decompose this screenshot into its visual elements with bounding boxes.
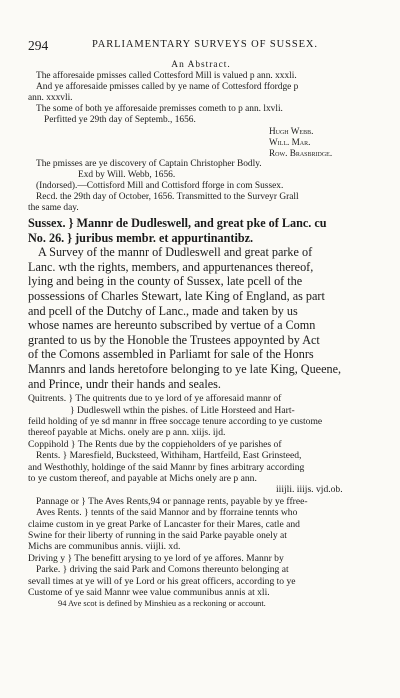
signature: Will. Mar. bbox=[269, 137, 311, 147]
page-body bbox=[28, 60, 374, 609]
text-line: ann. xxxvli. bbox=[28, 93, 73, 103]
text-line: and Prince, undr their hands and seales. bbox=[28, 376, 221, 391]
text-line: claime custom in ye great Parke of Lancaster for their Mares, catle and bbox=[28, 518, 300, 530]
text-line: And ye afforesaide pmisses called by ye name of Cottesford ffordge p bbox=[36, 82, 299, 92]
text-line: to ye custom thereof, and payable at Michs onely are p ann. bbox=[28, 472, 257, 484]
heading-line: Sussex. } Mannr de Dudleswell, and great pke of Lanc. cu bbox=[28, 216, 327, 230]
text-line: (Indorsed).—Cottisford Mill and Cottisford fforge in com Sussex. bbox=[36, 181, 284, 191]
text-line: Driving y } The benefitt arysing to ye lord of ye affores. Mannr by bbox=[28, 552, 284, 564]
heading-line: No. 26. } juribus membr. et appurtinantibz. bbox=[28, 230, 254, 245]
text-line: Exd by Will. Webb, 1656. bbox=[78, 170, 176, 180]
text-line: Custome of ye said Mannr wee value communibus annis at xli. bbox=[28, 587, 270, 599]
text-line: iiijli. iiijs. vjd.ob. bbox=[276, 484, 343, 496]
page-header bbox=[28, 38, 374, 54]
text-line: the same day. bbox=[28, 203, 79, 213]
text-line: Aves Rents. } tennts of the said Mannor and by fforraine tennts who bbox=[36, 507, 298, 519]
running-title: PARLIAMENTARY SURVEYS OF SUSSEX. bbox=[92, 39, 318, 50]
footnote: 94 Ave scot is defined by Minshieu as a reckoning or account. bbox=[58, 599, 266, 609]
page-number: 294 bbox=[28, 38, 49, 53]
text-line: Swine for their liberty of running in the said Parke payable onely at bbox=[28, 530, 287, 541]
text-line: The some of both ye afforesaide premisses cometh to p ann. lxvli. bbox=[36, 104, 283, 114]
text-line: and Westhothly, holdinge of the said Mannr by fines arbitrary according bbox=[28, 461, 305, 473]
text-line: possessions of Charles Stewart, late King of England, as part bbox=[28, 288, 325, 303]
text-line: The afforesaide pmisses called Cottesford Mill is valued p ann. xxxli. bbox=[36, 71, 297, 81]
section-heading: An Abstract. bbox=[171, 60, 231, 70]
text-line: Quitrents. } The quitrents due to ye lord of ye afforesaid mannr of bbox=[28, 393, 282, 405]
text-line: Pannage or } The Aves Rents,94 or pannage rents, payable by ye ffree- bbox=[36, 495, 308, 507]
signature: Row. Brasbridge. bbox=[269, 148, 333, 158]
text-line: lying and being in the county of Sussex, late pcell of the bbox=[28, 274, 303, 289]
signature: Hugh Webb. bbox=[269, 126, 314, 136]
text-line: and pcell of the Dutchy of Lanc., made and taken by us bbox=[28, 303, 298, 318]
text-line: thereof payable at Michs. onely are p ann. xiijs. ijd. bbox=[28, 427, 226, 439]
text-line: The pmisses are ye discovery of Captain Christopher Bodly. bbox=[36, 159, 262, 169]
text-line: Michs are communibus annis. viijli. xd. bbox=[28, 541, 181, 553]
text-line: Recd. the 29th day of October, 1656. Transmitted to the Surveyr Grall bbox=[36, 192, 299, 202]
text-line: Perfitted ye 29th day of Septemb., 1656. bbox=[44, 115, 196, 125]
text-line: granted to us by the Honoble the Trustees appoynted by Act bbox=[28, 332, 320, 347]
text-line: feild holding of ye sd mannr in ffree soccage tenure according to ye custome bbox=[28, 415, 323, 427]
text-line: whose names are hereunto subscribed by vertue of a Comn bbox=[28, 318, 316, 333]
text-line: Lanc. wth the rights, members, and appurtenances thereof, bbox=[28, 259, 314, 274]
text-line: Mannrs and lands heretofore belonging to ye late King, Queene, bbox=[28, 361, 342, 376]
text-line: Coppihold } The Rents due by the coppieholders of ye parishes of bbox=[28, 438, 282, 450]
text-line: sevall times at ye will of ye Lord or his great officers, according to ye bbox=[28, 575, 296, 587]
text-line: Parke. } driving the said Park and Comons thereunto belonging at bbox=[36, 564, 289, 576]
text-line: Rents. } Maresfield, Bucksteed, Withiham, Hartfeild, East Grinsteed, bbox=[36, 450, 302, 462]
text-line: } Dudleswell wthin the pishes. of Litle Horsteed and Hart- bbox=[70, 404, 295, 416]
text-line: A Survey of the mannr of Dudleswell and great parke of bbox=[38, 245, 313, 260]
text-line: of the Comons assembled in Parliamt for sale of the Honrs bbox=[28, 347, 314, 362]
